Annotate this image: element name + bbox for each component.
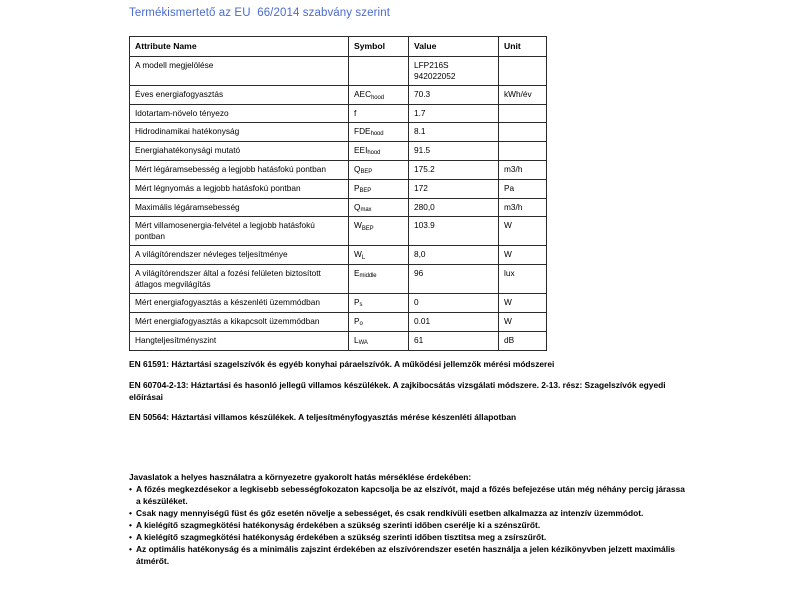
- value-line: 942022052: [414, 71, 456, 82]
- cell-unit: m3/h: [499, 160, 547, 179]
- recommendations-heading: Javaslatok a helyes használatra a környezetre gyakorolt hatás mérséklése érdekében:: [129, 472, 472, 483]
- cell-attribute: Mért légnyomás a legjobb hatásfokú pontban: [130, 179, 349, 198]
- value-line: 172: [414, 182, 428, 193]
- cell-symbol: [349, 86, 409, 105]
- cell-unit: W: [499, 294, 547, 313]
- table-row: [130, 57, 547, 86]
- table-row: [130, 312, 547, 331]
- cell-attribute: Energiahatékonysági mutató: [130, 141, 349, 160]
- cell-symbol: [349, 246, 409, 265]
- cell-unit: dB: [499, 331, 547, 350]
- cell-attribute: A világítórendszer névleges teljesítménye: [130, 246, 349, 265]
- cell-value: [409, 179, 499, 198]
- cell-value: [409, 246, 499, 265]
- table-row: [130, 294, 547, 313]
- cell-attribute: Maximális légáramsebesség: [130, 198, 349, 217]
- symbol-subscript: middle: [359, 273, 377, 280]
- symbol-base: L: [354, 334, 359, 345]
- cell-symbol: [349, 331, 409, 350]
- column-header-attribute: Attribute Name: [130, 37, 349, 57]
- product-fiche-page: [129, 0, 689, 568]
- cell-unit: [499, 57, 547, 86]
- cell-unit: kWh/év: [499, 86, 547, 105]
- cell-value: [409, 105, 499, 123]
- cell-attribute: Éves energiafogyasztás: [130, 86, 349, 105]
- table-row: [130, 105, 547, 123]
- cell-unit: W: [499, 217, 547, 246]
- cell-value: [409, 141, 499, 160]
- table-row: [130, 331, 547, 350]
- cell-attribute: Mért légáramsebesség a legjobb hatásfokú pontban: [130, 160, 349, 179]
- cell-value: [409, 331, 499, 350]
- symbol-base: W: [354, 220, 362, 231]
- value-line: 175.2: [414, 163, 435, 174]
- cell-value: [409, 57, 499, 86]
- cell-attribute: Mért energiafogyasztás a kikapcsolt üzemmódban: [130, 312, 349, 331]
- cell-attribute: A világítórendszer által a fozési felületen biztosított átlagos megvilágítás: [130, 265, 349, 294]
- cell-attribute: A modell megjelölése: [130, 57, 349, 86]
- symbol-subscript: hood: [371, 94, 384, 101]
- value-line: 61: [414, 334, 424, 345]
- table-row: [130, 160, 547, 179]
- table-body: [130, 57, 547, 350]
- symbol-subscript: BEP: [361, 225, 374, 232]
- cell-unit: W: [499, 246, 547, 265]
- specification-table: [129, 36, 547, 351]
- symbol-subscript: BEP: [360, 169, 373, 176]
- symbol-base: W: [354, 249, 362, 260]
- table-row: [130, 198, 547, 217]
- symbol-subscript: WA: [358, 340, 368, 347]
- cell-value: [409, 294, 499, 313]
- value-line: 280,0: [414, 201, 435, 212]
- recommendation-item: • A főzés megkezdésekor a legkisebb sebességfokozaton kapcsolja be az elszívót, majd a főzés befejezése után még néhány percig járassa a készüléket.: [129, 484, 689, 508]
- cell-attribute: Mért villamosenergia-felvétel a legjobb hatásfokú pontban: [130, 217, 349, 246]
- table-row: [130, 141, 547, 160]
- symbol-base: f: [354, 108, 357, 119]
- standard-reference: EN 50564: Háztartási villamos készülékek. A teljesítményfogyasztás mérése készenléti állapotban: [129, 412, 517, 423]
- symbol-subscript: max: [360, 206, 372, 213]
- table-row: [130, 179, 547, 198]
- cell-unit: m3/h: [499, 198, 547, 217]
- cell-attribute: Mért energiafogyasztás a készenléti üzemmódban: [130, 294, 349, 313]
- cell-symbol: [349, 265, 409, 294]
- cell-unit: [499, 123, 547, 142]
- table-row: [130, 86, 547, 105]
- table-header-row: [130, 37, 547, 57]
- cell-attribute: Hangteljesítményszint: [130, 331, 349, 350]
- cell-symbol: [349, 141, 409, 160]
- table-header: [130, 37, 547, 57]
- cell-value: [409, 265, 499, 294]
- symbol-subscript: hood: [367, 150, 381, 157]
- cell-symbol: [349, 179, 409, 198]
- value-line: 8.1: [414, 126, 426, 137]
- value-line: 1.7: [414, 108, 426, 119]
- cell-symbol: [349, 160, 409, 179]
- value-line: 8,0: [414, 249, 426, 260]
- symbol-subscript: BEP: [359, 187, 372, 194]
- symbol-base: P: [354, 297, 360, 308]
- cell-attribute: Hidrodinamikai hatékonyság: [130, 123, 349, 142]
- cell-symbol: [349, 105, 409, 123]
- recommendation-item: • A kielégítő szagmegkötési hatékonyság érdekében a szükség szerinti időben tisztitsa meg a zsírszűrőt.: [129, 532, 689, 544]
- recommendations-items: [129, 484, 689, 567]
- cell-unit: Pa: [499, 179, 547, 198]
- cell-symbol: [349, 57, 409, 86]
- cell-value: [409, 123, 499, 142]
- cell-symbol: [349, 198, 409, 217]
- value-line: 70.3: [414, 89, 431, 100]
- cell-unit: [499, 105, 547, 123]
- standard-reference: EN 60704-2-13: Háztartási és hasonló jellegű villamos készülékek. A zajkibocsátás vizsgálati módszere. 2-13. rész: Szagelszívók egyedi előírásai: [129, 379, 666, 402]
- cell-value: [409, 217, 499, 246]
- symbol-base: AEC: [354, 89, 372, 100]
- value-line: 103.9: [414, 220, 435, 231]
- table-row: [130, 123, 547, 142]
- cell-symbol: [349, 123, 409, 142]
- symbol-base: P: [354, 182, 360, 193]
- symbol-subscript: o: [359, 321, 363, 328]
- symbol-base: Q: [354, 201, 361, 212]
- table-row: [130, 246, 547, 265]
- symbol-base: P: [354, 315, 360, 326]
- cell-attribute: Idotartam-növelo tényezo: [130, 105, 349, 123]
- cell-unit: lux: [499, 265, 547, 294]
- standards-list: [129, 359, 689, 425]
- symbol-subscript: s: [359, 302, 363, 309]
- column-header-unit: Unit: [499, 37, 547, 57]
- symbol-base: FDE: [354, 126, 371, 137]
- symbol-subscript: L: [361, 254, 366, 261]
- cell-unit: [499, 141, 547, 160]
- recommendation-item: • Csak nagy mennyiségű füst és gőz esetén növelje a sebességet, és csak rendkívüli esetben alkalmazza az intenzív üzemmódot.: [129, 508, 689, 520]
- page-title: Termékismertető az EU 66/2014 szabvány szerint: [129, 7, 391, 19]
- recommendations-section: [129, 472, 689, 567]
- symbol-base: E: [354, 268, 360, 279]
- cell-value: [409, 86, 499, 105]
- cell-symbol: [349, 294, 409, 313]
- symbol-base: EEI: [354, 144, 368, 155]
- cell-symbol: [349, 217, 409, 246]
- recommendation-item: • Az optimális hatékonyság és a minimális zajszint érdekében az elszívórendszer esetén használja a jelen kézikönyvben jelzett maximális átmérőt.: [129, 544, 689, 568]
- recommendation-item: • A kielégítő szagmegkötési hatékonyság érdekében a szükség szerinti időben cserélje ki a szénszűrőt.: [129, 520, 689, 532]
- cell-unit: W: [499, 312, 547, 331]
- value-line: 96: [414, 268, 424, 279]
- cell-value: [409, 198, 499, 217]
- value-line: LFP216S: [414, 60, 449, 71]
- column-header-symbol: Symbol: [349, 37, 409, 57]
- symbol-subscript: hood: [370, 131, 384, 138]
- table-row: [130, 265, 547, 294]
- table-row: [130, 217, 547, 246]
- value-line: 91.5: [414, 144, 431, 155]
- cell-value: [409, 312, 499, 331]
- value-line: 0: [414, 297, 419, 308]
- value-line: 0.01: [414, 315, 431, 326]
- column-header-value: Value: [409, 37, 499, 57]
- standard-reference: EN 61591: Háztartási szagelszívók és egyéb konyhai páraelszívók. A működési jellemzők mérési módszerei: [129, 358, 555, 369]
- cell-symbol: [349, 312, 409, 331]
- cell-value: [409, 160, 499, 179]
- symbol-base: Q: [354, 163, 361, 174]
